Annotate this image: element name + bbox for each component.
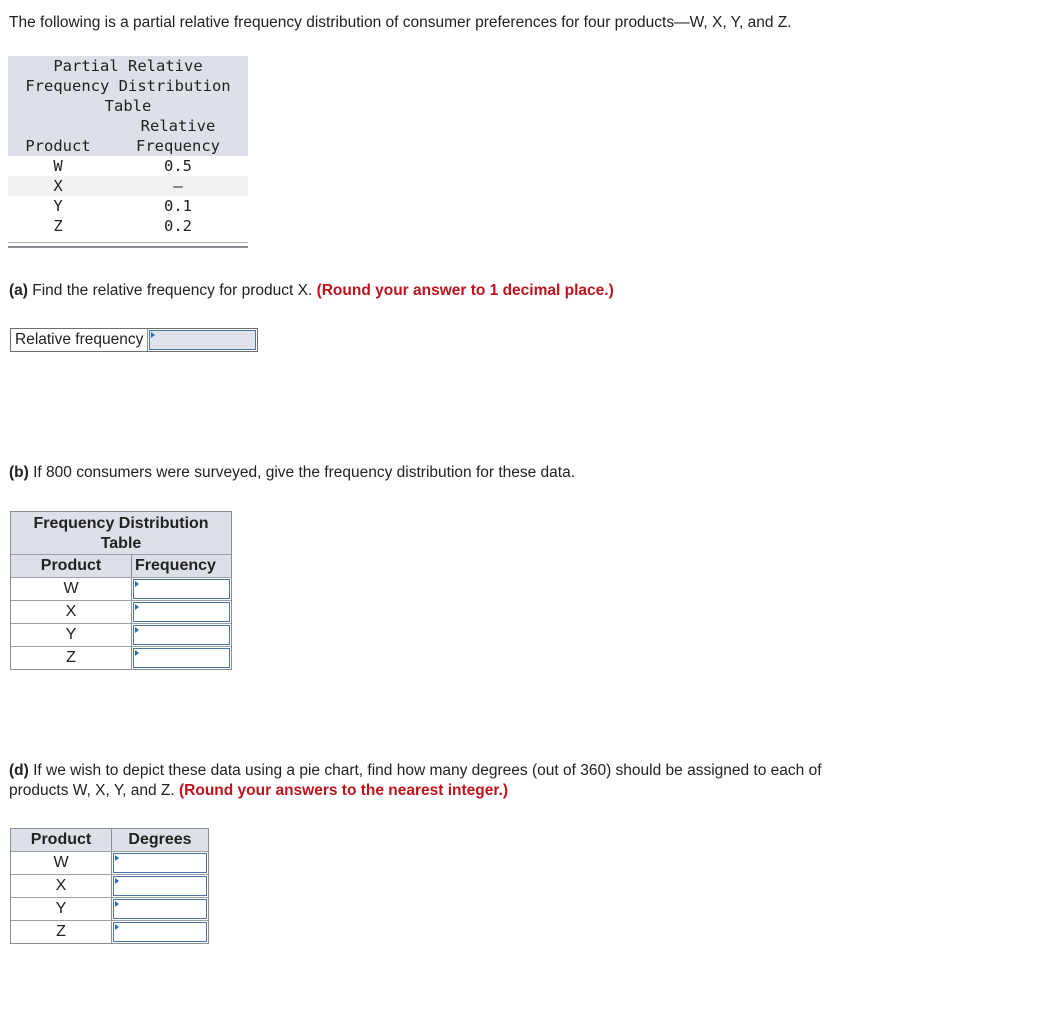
question-d-line2	[9, 782, 508, 800]
table-row	[11, 920, 208, 943]
table-row	[8, 156, 248, 176]
part-b-label: (b)	[9, 464, 29, 481]
header-product: Product	[25, 137, 91, 155]
table-row	[8, 216, 248, 236]
table-row	[11, 623, 231, 646]
value-cell: 0.1	[164, 197, 192, 215]
table-row	[11, 851, 208, 874]
frequency-input-w[interactable]	[133, 579, 230, 599]
part-d-label: (d)	[9, 762, 29, 779]
value-cell: 0.5	[164, 157, 192, 175]
part-a-text: Find the relative frequency for product X.	[27, 282, 317, 299]
value-cell: 0.2	[164, 217, 192, 235]
frequency-distribution-table	[10, 511, 232, 670]
question-a	[9, 282, 614, 300]
table-caption-line: Table	[11, 534, 231, 554]
table-row	[8, 196, 248, 216]
header-frequency: Frequency	[131, 555, 231, 577]
relative-frequency-label: Relative frequency	[11, 329, 148, 351]
table-header-row	[11, 554, 231, 577]
header-relative-frequency	[108, 116, 248, 156]
value-cell: —	[173, 177, 183, 195]
header-degrees: Degrees	[111, 829, 208, 851]
part-d-text-line1: If we wish to depict these data using a pie chart, find how many degrees (out of 360) should be assigned to each of	[28, 762, 822, 779]
table-row	[11, 897, 208, 920]
product-cell: Z	[56, 923, 66, 940]
table-caption-line: Frequency Distribution	[11, 512, 231, 534]
header-product: Product	[40, 557, 102, 574]
degrees-input-y[interactable]	[113, 899, 207, 919]
frequency-cell	[131, 647, 231, 669]
part-d-instruction: (Round your answers to the nearest integer.)	[179, 782, 509, 799]
product-cell: Z	[53, 217, 63, 235]
table-caption-line: Frequency Distribution	[8, 76, 248, 96]
frequency-input-x[interactable]	[133, 602, 230, 622]
product-cell: Y	[55, 900, 67, 917]
header-relative-line1: Relative	[140, 117, 216, 135]
intro-text: The following is a partial relative frequency distribution of consumer preferences for four products—W, X, Y, and Z.	[9, 14, 792, 31]
product-cell: X	[55, 877, 67, 894]
degrees-table	[10, 828, 209, 944]
relative-frequency-input[interactable]	[149, 330, 256, 350]
product-cell: X	[53, 177, 63, 195]
degrees-input-z[interactable]	[113, 922, 207, 942]
degrees-cell	[111, 852, 208, 874]
table-row	[11, 874, 208, 897]
part-a-label: (a)	[9, 282, 28, 299]
frequency-cell	[131, 578, 231, 600]
table-caption-line: Partial Relative	[8, 56, 248, 76]
question-d-line1	[9, 762, 822, 780]
header-relative-line2: Frequency	[136, 137, 220, 155]
table-header-row	[11, 829, 208, 851]
relative-frequency-answer-box	[10, 328, 258, 352]
frequency-input-z[interactable]	[133, 648, 230, 668]
degrees-cell	[111, 875, 208, 897]
table-row	[11, 577, 231, 600]
table-header-row	[8, 116, 248, 156]
table-bottom-rule	[8, 242, 248, 248]
frequency-input-y[interactable]	[133, 625, 230, 645]
product-cell: Z	[66, 649, 76, 666]
part-d-text-line2: products W, X, Y, and Z.	[9, 782, 180, 799]
table-row	[8, 176, 248, 196]
question-b	[9, 464, 575, 482]
product-cell: X	[65, 603, 77, 620]
table-row	[11, 600, 231, 623]
frequency-cell	[131, 624, 231, 646]
product-cell: Y	[53, 197, 63, 215]
table-row	[11, 646, 231, 669]
product-cell: W	[53, 854, 69, 871]
degrees-input-w[interactable]	[113, 853, 207, 873]
table-caption-line: Table	[8, 96, 248, 116]
product-cell: W	[63, 580, 79, 597]
header-product: Product	[30, 831, 92, 848]
product-cell: Y	[65, 626, 77, 643]
product-cell: W	[53, 157, 63, 175]
degrees-cell	[111, 898, 208, 920]
part-a-instruction: (Round your answer to 1 decimal place.)	[316, 282, 614, 299]
degrees-input-x[interactable]	[113, 876, 207, 896]
partial-relative-frequency-table	[8, 56, 248, 248]
frequency-cell	[131, 601, 231, 623]
degrees-cell	[111, 921, 208, 943]
part-b-text: If 800 consumers were surveyed, give the frequency distribution for these data.	[28, 464, 576, 481]
